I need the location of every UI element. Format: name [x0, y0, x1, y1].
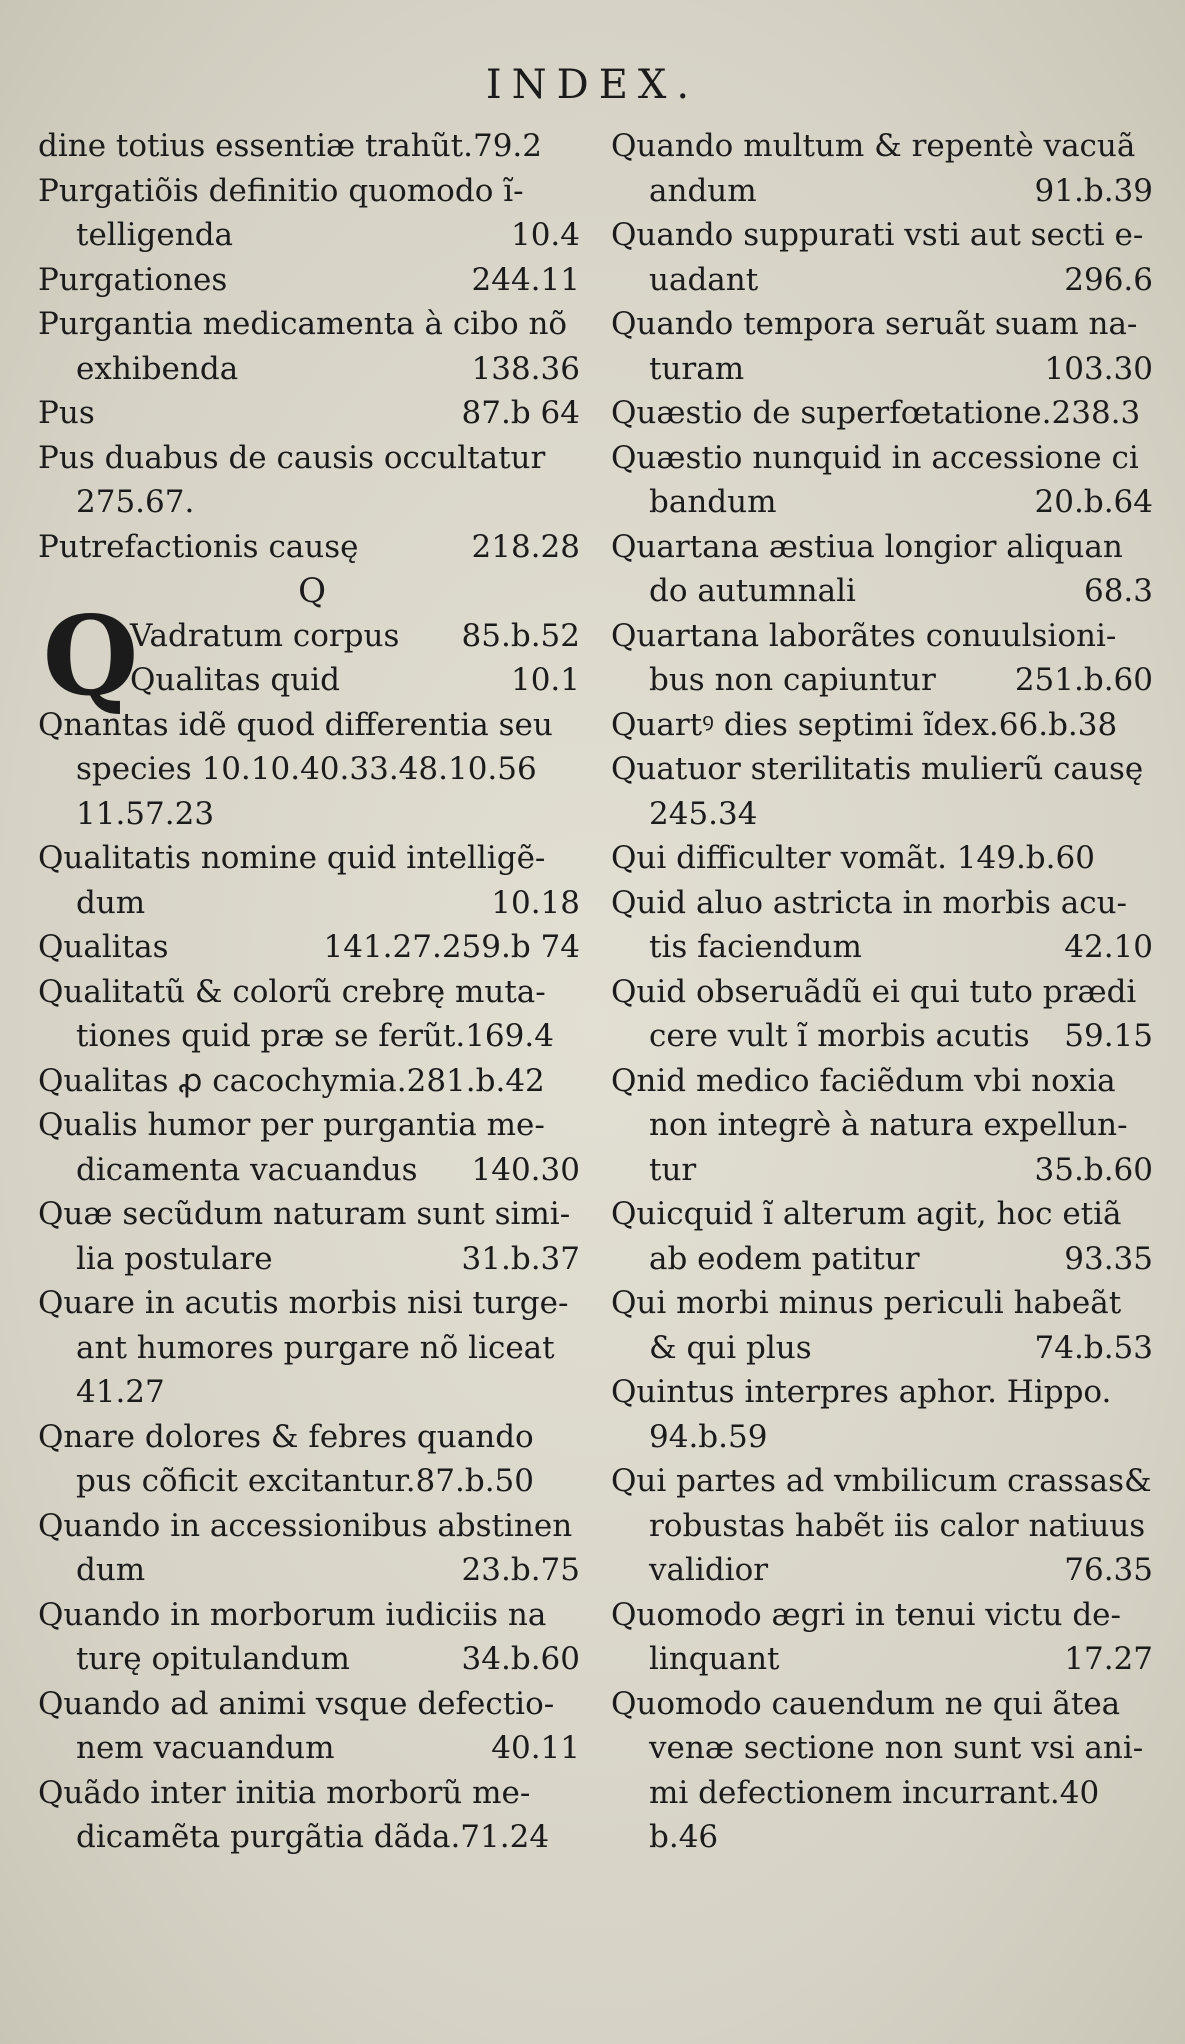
index-entry	[38, 1815, 586, 1860]
entry-reference: 31.b.37	[461, 1240, 580, 1277]
entry-reference: 244.11	[471, 261, 580, 298]
entry-text: Quãdo inter initia morborũ me-	[38, 1774, 531, 1811]
entry-text: bandum	[649, 484, 777, 520]
index-entry	[611, 1548, 1159, 1593]
entry-reference: 76.35	[1064, 1552, 1153, 1588]
index-entry	[611, 302, 1159, 347]
entry-text: Qui morbi minus periculi habeãt	[611, 1285, 1122, 1321]
index-entry	[38, 1014, 586, 1059]
index-entry	[611, 1326, 1159, 1371]
entry-reference: 87.b 64	[461, 395, 580, 431]
index-entry	[611, 525, 1159, 570]
entry-text: Quid obseruãdũ ei qui tuto prædi	[611, 973, 1137, 1010]
entry-text: 245.34	[649, 795, 758, 832]
entry-text: Qnare dolores & febres quando	[38, 1418, 534, 1455]
entry-text: mi defectionem incurrant.40	[649, 1774, 1100, 1811]
entry-text: Quando tempora seruãt suam na-	[611, 306, 1138, 342]
index-entry	[611, 258, 1159, 303]
entry-text: Quæ secũdum naturam sunt simi-	[38, 1196, 571, 1232]
index-entry	[611, 925, 1159, 970]
index-entry	[611, 703, 1159, 748]
entry-reference: 93.35	[1064, 1240, 1153, 1277]
entry-text: dicamenta vacuandus	[76, 1151, 418, 1188]
right-column	[611, 124, 1159, 1860]
index-entry	[611, 1192, 1159, 1237]
entry-text: tur	[649, 1151, 697, 1188]
index-entry	[611, 1593, 1159, 1638]
index-entry	[38, 1415, 586, 1460]
entry-reference: 10.1	[510, 662, 580, 698]
index-entry	[38, 1682, 586, 1727]
index-entry	[611, 1237, 1159, 1282]
entry-text: Quando ad animi vsque defectio-	[38, 1685, 555, 1722]
entry-text: Quando in morborum iudiciis na	[38, 1596, 547, 1633]
entry-reference: 20.b.64	[1034, 484, 1153, 520]
entry-reference: 34.b.60	[461, 1641, 580, 1677]
entry-reference: 74.b.53	[1034, 1329, 1153, 1366]
index-entry	[611, 1504, 1159, 1549]
index-entry	[611, 480, 1159, 525]
entry-text: Qui partes ad vmbilicum crassas&	[611, 1463, 1152, 1499]
index-entry	[38, 1637, 586, 1682]
entry-text: Quando multum & repentè vacuã	[611, 128, 1136, 164]
entry-text: Qualitatis nomine quid intelligẽ-	[38, 840, 546, 876]
entry-text: Quæstio nunquid in accessione ci	[611, 439, 1139, 476]
entry-text: Qualis humor per purgantia me-	[38, 1107, 545, 1143]
entry-text: Quintus interpres aphor. Hippo.	[611, 1374, 1112, 1410]
entry-text: do autumnali	[649, 573, 856, 609]
entry-text: dum	[76, 884, 146, 921]
index-entry	[38, 391, 586, 436]
index-entry	[611, 970, 1159, 1015]
index-entry	[38, 1192, 586, 1237]
entry-text: Quæstio de superfœtatione.238.3	[611, 395, 1141, 431]
index-entry	[38, 1504, 586, 1549]
entry-reference: 218.28	[471, 528, 580, 565]
index-entry	[611, 213, 1159, 258]
entry-text: Q	[298, 571, 326, 611]
entry-reference: 42.10	[1064, 929, 1153, 965]
index-entry	[611, 1815, 1159, 1860]
entry-reference: 138.36	[471, 350, 580, 387]
entry-text: validior	[649, 1552, 769, 1588]
index-entry	[38, 1059, 586, 1104]
entry-text: nem vacuandum	[76, 1730, 335, 1766]
index-entry	[611, 436, 1159, 481]
index-entry	[611, 1637, 1159, 1682]
index-entry	[611, 169, 1159, 214]
index-entry	[38, 881, 586, 926]
index-entry	[38, 658, 586, 703]
entry-text: Purgatiõis definitio quomodo ĩ-	[38, 172, 524, 209]
index-entry	[38, 1281, 586, 1326]
entry-reference: 35.b.60	[1034, 1151, 1153, 1188]
entry-text: Putrefactionis causę	[38, 528, 359, 565]
entry-text: telligenda	[76, 217, 234, 253]
index-entry	[38, 970, 586, 1015]
index-entry	[611, 792, 1159, 837]
entry-reference: 10.18	[491, 884, 580, 921]
index-entry	[38, 1726, 586, 1771]
entry-text: 94.b.59	[649, 1418, 768, 1455]
index-entry	[38, 525, 586, 570]
entry-text: Purgationes	[38, 261, 228, 298]
entry-reference: 251.b.60	[1014, 662, 1153, 698]
entry-text: tiones quid præ se ferũt.169.4	[76, 1018, 554, 1054]
entry-text: Quando suppurati vsti aut secti e-	[611, 217, 1144, 253]
index-entry	[38, 258, 586, 303]
entry-reference: 40.11	[491, 1730, 580, 1766]
entry-text: Quartana æstiua longior aliquan	[611, 528, 1123, 565]
entry-text: pus cõficit excitantur.87.b.50	[76, 1463, 535, 1499]
index-entry	[611, 1059, 1159, 1104]
entry-text: species 10.10.40.33.48.10.56	[76, 751, 537, 787]
entry-text: Qnantas idẽ quod differentia seu	[38, 706, 553, 743]
entry-text: Quartꝰ dies septimi ĩdex.66.b.38	[611, 706, 1118, 743]
index-entry	[38, 436, 586, 481]
index-entry	[38, 792, 586, 837]
entry-reference: 68.3	[1083, 573, 1153, 609]
entry-text: exhibenda	[76, 350, 239, 387]
entry-text: Quare in acutis morbis nisi turge-	[38, 1285, 569, 1321]
entry-text: Qualitatũ & colorũ crebrę muta-	[38, 973, 546, 1010]
entry-text: Vadratum corpus	[130, 617, 400, 654]
entry-text: Quando in accessionibus abstinen	[38, 1507, 573, 1544]
entry-reference: 85.b.52	[461, 617, 580, 654]
entry-text: & qui plus	[649, 1329, 812, 1366]
entry-text: non integrè à natura expellun-	[649, 1107, 1128, 1143]
entry-text: b.46	[649, 1819, 719, 1855]
index-entry	[38, 1237, 586, 1282]
index-entry	[38, 1370, 586, 1415]
entry-text: Quartana laborãtes conuulsioni-	[611, 617, 1117, 654]
index-entry	[38, 213, 586, 258]
entry-text: Qualitas ꝓ cacochymia.281.b.42	[38, 1062, 545, 1099]
entry-text: Qui difficulter vomãt. 149.b.60	[611, 840, 1095, 876]
index-entry	[611, 1370, 1159, 1415]
entry-text: Quomodo cauendum ne qui ãtea	[611, 1685, 1121, 1722]
entry-text: Pus	[38, 395, 95, 431]
entry-reference: 17.27	[1064, 1641, 1153, 1677]
entry-reference: 10.4	[510, 217, 580, 253]
entry-text: dine totius essentiæ trahũt.79.2	[38, 128, 543, 164]
index-entry	[611, 614, 1159, 659]
index-entry	[611, 1771, 1159, 1816]
entry-reference: 23.b.75	[461, 1552, 580, 1588]
index-entry	[38, 347, 586, 392]
entry-text: 11.57.23	[76, 795, 215, 832]
entry-text: uadant	[649, 261, 759, 298]
index-entry	[38, 1771, 586, 1816]
index-entry	[38, 836, 586, 881]
entry-text: bus non capiuntur	[649, 662, 936, 698]
index-entry	[611, 569, 1159, 614]
entry-text: Purgantia medicamenta à cibo nõ	[38, 306, 568, 342]
entry-reference: 140.30	[471, 1151, 580, 1188]
index-entry	[611, 1103, 1159, 1148]
entry-reference: 296.6	[1064, 261, 1153, 298]
index-entry	[38, 1103, 586, 1148]
entry-reference: 141.27.259.b 74	[323, 929, 580, 965]
entry-text: lia postulare	[76, 1240, 273, 1277]
index-entry	[38, 703, 586, 748]
entry-text: ant humores purgare nõ liceat	[76, 1329, 555, 1366]
index-entry	[38, 169, 586, 214]
index-entry	[611, 1459, 1159, 1504]
index-entry	[611, 391, 1159, 436]
index-entry	[611, 1148, 1159, 1193]
entry-text: dicamẽta purgãtia dãda.71.24	[76, 1819, 550, 1855]
index-entry	[611, 1281, 1159, 1326]
entry-text: turę opitulandum	[76, 1641, 350, 1677]
index-entry	[38, 1593, 586, 1638]
drop-cap: Q	[42, 590, 139, 720]
index-entry	[38, 480, 586, 525]
index-entry	[38, 747, 586, 792]
index-entry	[38, 302, 586, 347]
index-entry	[38, 124, 586, 169]
entry-text: Quid aluo astricta in morbis acu-	[611, 884, 1128, 921]
entry-text: cere vult ĩ morbis acutis	[649, 1018, 1030, 1054]
entry-text: Quomodo ægri in tenui victu de-	[611, 1596, 1122, 1633]
entry-text: Qnid medico faciẽdum vbi noxia	[611, 1062, 1116, 1099]
index-entry	[611, 1014, 1159, 1059]
entry-text: dum	[76, 1552, 146, 1588]
index-entry	[611, 747, 1159, 792]
entry-text: andum	[649, 172, 757, 209]
entry-text: 275.67.	[76, 484, 195, 520]
entry-text: turam	[649, 350, 745, 387]
entry-text: venæ sectione non sunt vsi ani-	[649, 1730, 1144, 1766]
entry-reference: 59.15	[1064, 1018, 1153, 1054]
entry-text: linquant	[649, 1641, 780, 1677]
entry-reference: 91.b.39	[1034, 172, 1153, 209]
index-entry	[611, 124, 1159, 169]
left-column	[38, 124, 586, 1860]
index-entry	[611, 1726, 1159, 1771]
index-entry	[38, 1326, 586, 1371]
entry-text: robustas habẽt iis calor natiuus	[649, 1507, 1146, 1544]
index-entry	[611, 658, 1159, 703]
index-entry	[611, 1682, 1159, 1727]
entry-text: ab eodem patitur	[649, 1240, 920, 1277]
entry-text: Qualitas	[38, 929, 169, 965]
entry-text: Quicquid ĩ alterum agit, hoc etiã	[611, 1196, 1122, 1232]
index-entry	[611, 836, 1159, 881]
entry-text: Quatuor sterilitatis mulierũ causę	[611, 751, 1144, 787]
index-entry	[611, 1415, 1159, 1460]
index-entry	[611, 881, 1159, 926]
entry-text: tis faciendum	[649, 929, 862, 965]
entry-text: Qualitas quid	[130, 662, 340, 698]
page-title: INDEX.	[485, 62, 700, 108]
entry-text: Pus duabus de causis occultatur	[38, 439, 546, 476]
index-entry	[38, 1459, 586, 1504]
entry-text: 41.27	[76, 1374, 165, 1410]
index-entry	[38, 1148, 586, 1193]
index-entry	[38, 925, 586, 970]
entry-reference: 103.30	[1044, 350, 1153, 387]
index-entry	[38, 1548, 586, 1593]
index-entry	[611, 347, 1159, 392]
